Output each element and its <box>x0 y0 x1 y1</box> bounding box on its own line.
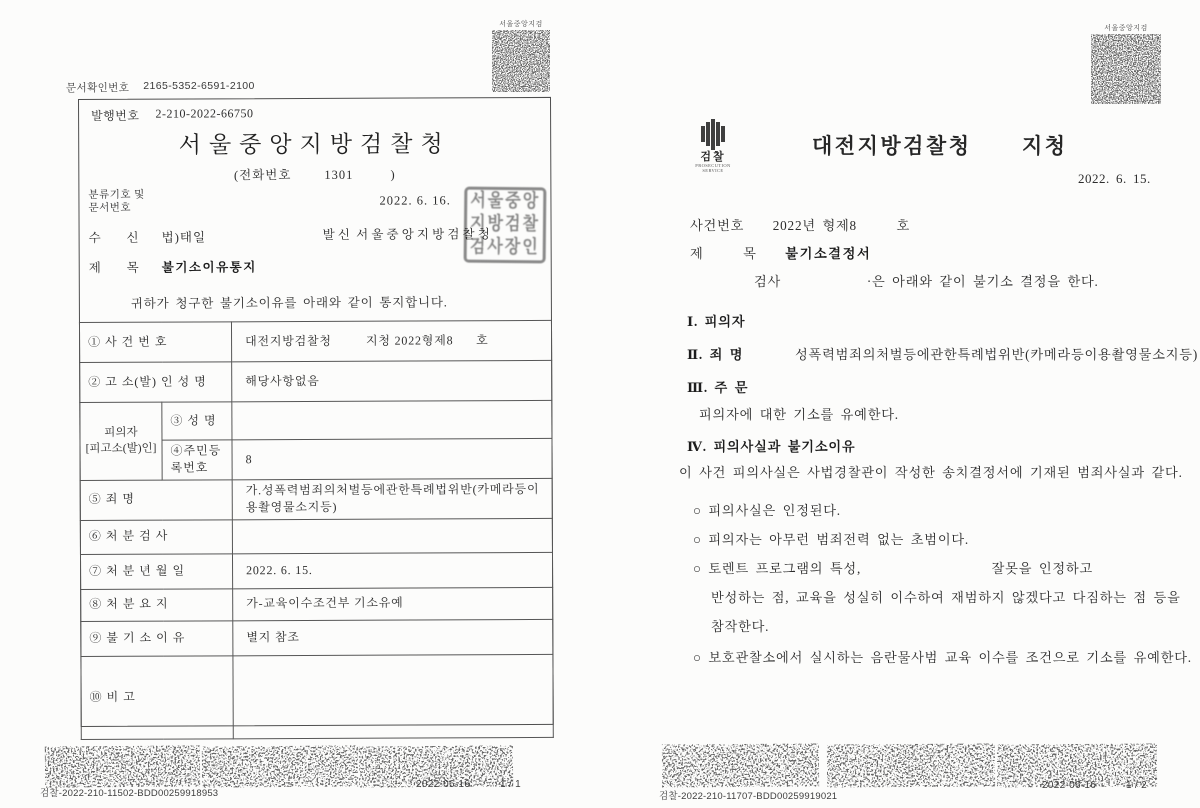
prosecution-service-logo <box>690 118 736 173</box>
right-document-branch: 지청 <box>1022 135 1068 158</box>
non-indictment-reason-value: 별지 참조 <box>233 619 553 655</box>
case-number-label: 사건번호 <box>690 218 745 233</box>
complainant-label: ② 고 소(발) 인 성 명 <box>80 362 232 403</box>
reason-bullet-3-end: 참작한다. <box>711 619 770 634</box>
name-label: ③ 성 명 <box>162 402 232 440</box>
suspect-group-label <box>80 402 162 480</box>
seal-text-row: 검사장인 <box>469 237 540 258</box>
logo-english-label: PROSECUTION SERVICE <box>695 163 731 173</box>
section-suspect-heading: Ⅰ. 피의자 <box>687 314 746 329</box>
subject-value: 불기소이유통지 <box>161 260 257 275</box>
footer-document-code: 검찰-2022-210-11707-BDD00259919021 <box>659 791 838 802</box>
reason-bullet-4: ○ 보호관찰소에서 실시하는 음란물사범 교육 이수를 조건으로 기소를 유예한다. <box>693 650 1192 665</box>
document-date: 2022. 6. 16. <box>379 193 451 208</box>
case-number-label: ① 사 건 번 호 <box>79 322 231 363</box>
section-offense-heading: Ⅱ. 죄 명 <box>687 347 744 362</box>
suspect-group-line2: [피고소(발)인] <box>85 443 157 456</box>
disposition-date-value: 2022. 6. 15. <box>232 552 552 588</box>
section-facts-heading: Ⅳ. 피의사실과 불기소이유 <box>687 439 856 454</box>
bullet-3-left-text: ○ 토렌트 프로그램의 특성, <box>693 561 862 576</box>
document-confirm-number <box>66 80 255 95</box>
disposition-date-label: ⑦ 처 분 년 월 일 <box>80 553 232 589</box>
table-row <box>80 552 552 589</box>
section-offense-value: 성폭력범죄의처벌등에관한특례법위반(카메라등이용촬영물소지등) <box>795 347 1199 362</box>
remarks-label: ⑩ 비 고 <box>81 655 233 739</box>
case-number-value: 대전지방검찰청 지청 2022형제8 호 <box>231 320 551 361</box>
offense-value: 가.성폭력범죄의처벌등에관한특례법위반(카메라등이용촬영물소지등) <box>232 478 552 519</box>
issue-number-line <box>91 106 253 124</box>
case-number-line <box>690 215 910 234</box>
security-qr-left <box>492 21 550 92</box>
reason-bullet-1: ○ 피의사실은 인정된다. <box>693 503 841 518</box>
issue-number-value: 2-210-2022-66750 <box>155 106 254 121</box>
subject-value: 불기소결정서 <box>785 246 872 261</box>
logo-bars-icon <box>690 118 736 150</box>
classification-line2: 문서번호 <box>88 202 132 215</box>
case-number-value: 2022년 형제8 호 <box>772 218 911 233</box>
confirm-number-label: 문서확인번호 <box>66 82 130 94</box>
official-seal-stamp <box>464 187 547 264</box>
seal-text-row: 지방검찰 <box>469 214 541 235</box>
subject-label: 제 목 <box>690 246 757 261</box>
complainant-value: 해당사항없음 <box>232 360 552 401</box>
table-row <box>80 518 552 554</box>
reason-bullet-3-continued: 반성하는 점, 교육을 성실히 이수하여 재범하지 않겠다고 다짐하는 점 등을 <box>711 590 1181 605</box>
table-row <box>80 400 552 440</box>
reason-bullet-3 <box>693 558 1093 577</box>
recipient-line <box>89 227 206 246</box>
qr-code-noise <box>1091 34 1161 104</box>
prosecutor-value <box>232 518 552 553</box>
footer-print-date: 2022-06-16 <box>416 779 471 790</box>
disposition-summary-label: ⑧ 처 분 요 지 <box>81 588 233 621</box>
table-row <box>79 320 551 362</box>
decision-date: 2022. 6. 15. <box>1078 171 1151 186</box>
decision-sentence: 검사 ·은 아래와 같이 불기소 결정을 한다. <box>754 274 1099 289</box>
remarks-value <box>233 654 553 738</box>
suspect-group-line1: 피의자 <box>104 426 138 439</box>
right-document-title: 대전지방검찰청 <box>812 135 972 158</box>
footer-page-number: 1 / 2 <box>1126 780 1147 791</box>
notice-sentence: 귀하가 청구한 불기소이유를 아래와 같이 통지합니다. <box>130 295 448 311</box>
table-row <box>81 619 553 656</box>
seal-text-row: 서울중앙 <box>470 191 541 211</box>
security-strip <box>662 744 819 788</box>
resident-id-label: ④주민등록번호 <box>162 440 232 480</box>
sender-line: 발 신 서 울 중 앙 지 방 검 찰 청 <box>322 227 490 242</box>
confirm-number-value: 2165-5352-6591-2100 <box>143 80 255 92</box>
table-row <box>80 478 552 520</box>
footer-print-date: 2022-06-16 <box>1042 780 1097 791</box>
name-value <box>232 400 552 439</box>
security-strip <box>45 745 200 787</box>
section-order-body: 피의자에 대한 기소를 유예한다. <box>699 407 899 422</box>
security-strip <box>827 743 995 787</box>
security-strip <box>202 745 358 787</box>
table-row <box>80 360 552 402</box>
qr-office-label: 서울중앙지검 <box>499 20 543 28</box>
subject-line <box>89 257 257 276</box>
qr-code-noise <box>492 30 550 92</box>
recipient-value: 법)태일 <box>161 230 207 245</box>
resident-id-value: 8 <box>232 438 552 479</box>
table-row <box>81 654 553 739</box>
section-order-heading: Ⅲ. 주 문 <box>687 380 749 395</box>
classification-number <box>88 189 144 215</box>
footer-page-number: 1 / 1 <box>500 779 521 790</box>
facts-intro-sentence: 이 사건 피의사실은 사법경찰관이 작성한 송치결정서에 기재된 범죄사실과 같다. <box>679 465 1183 480</box>
subject-line <box>690 243 871 262</box>
recipient-label: 수 신 <box>88 230 140 245</box>
table-row <box>81 587 553 621</box>
security-qr-right <box>1091 25 1161 104</box>
disposition-summary-value: 가-교육이수조건부 기소유예 <box>233 587 553 620</box>
issue-number-label: 발행번호 <box>91 108 140 123</box>
logo-korean-label: 검찰 <box>700 151 726 163</box>
non-indictment-reason-label: ⑨ 불 기 소 이 유 <box>81 620 233 656</box>
left-document-title: 서울중앙지방검찰청 <box>178 131 451 158</box>
subject-label: 제 목 <box>88 260 140 275</box>
qr-office-label: 서울중앙지검 <box>1104 24 1148 32</box>
prosecutor-label: ⑥ 처 분 검 사 <box>80 519 232 554</box>
footer-document-code: 검찰-2022-210-11502-BDD00259918953 <box>40 788 219 799</box>
case-info-table <box>79 320 554 740</box>
offense-label: ⑤ 죄 명 <box>80 480 232 520</box>
bullet-3-right-text: 잘못을 인정하고 <box>991 561 1093 576</box>
classification-line1: 분류기호 및 <box>88 189 145 201</box>
phone-number-line: (전화번호 1301 ) <box>233 167 396 183</box>
reason-bullet-2: ○ 피의자는 아무런 범죄전력 없는 초범이다. <box>693 532 970 547</box>
